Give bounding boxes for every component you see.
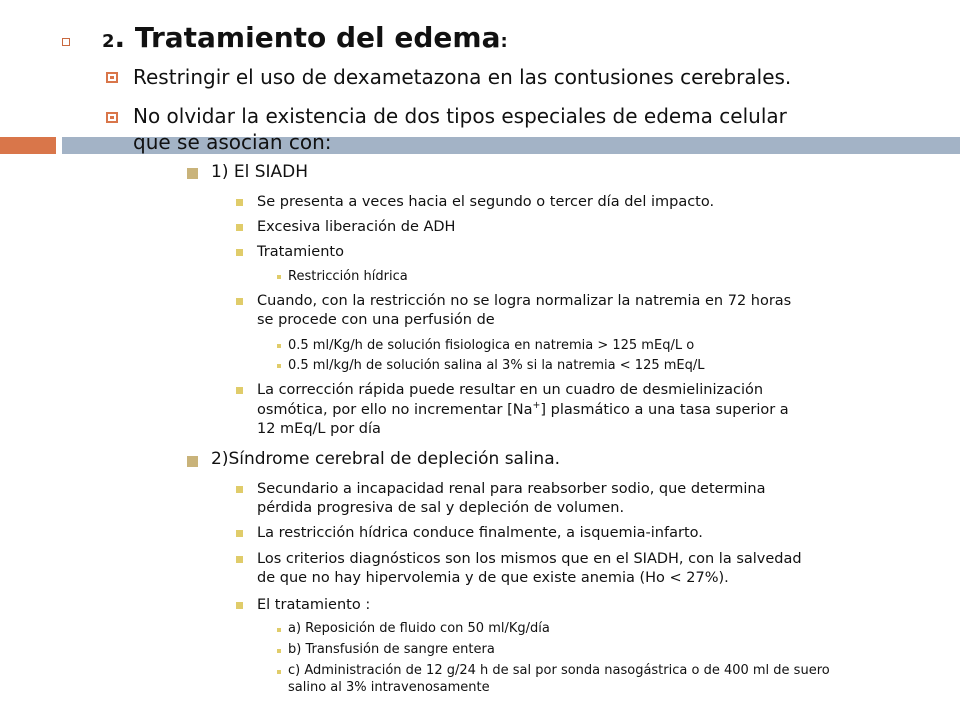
bullet-restringir: Restringir el uso de dexametazona en las contusiones cerebrales.: [133, 65, 792, 89]
accent-bar-orange: [0, 137, 56, 154]
square-bullet-icon: [236, 530, 243, 537]
siadh-correccion-line2: [257, 402, 789, 419]
siadh-correccion-line3: 12 mEq/L por día: [257, 421, 381, 437]
sindrome-heading: 2)Síndrome cerebral de depleción salina.: [211, 449, 561, 469]
square-bullet-icon: [187, 456, 198, 467]
sindrome-criterios-line1: Los criterios diagnósticos son los mismos que en el SIADH, con la salvedad: [257, 551, 802, 567]
sindrome-opcion-c-line2: salino al 3% intravenosamente: [288, 680, 490, 695]
title-colon: :: [500, 31, 508, 52]
square-bullet-icon: [106, 112, 118, 123]
square-bullet-icon: [187, 168, 198, 179]
siadh-item: Se presenta a veces hacia el segundo o tercer día del impacto.: [257, 194, 715, 210]
siadh-correccion-line1: La corrección rápida puede resultar en un cuadro de desmielinización: [257, 382, 764, 398]
square-bullet-icon: [236, 249, 243, 256]
square-bullet-icon: [106, 72, 118, 83]
title-text: Tratamiento del edema: [125, 21, 501, 54]
square-bullet-icon: [277, 649, 281, 653]
square-bullet-icon: [236, 199, 243, 206]
sindrome-opcion: a) Reposición de fluido con 50 ml/Kg/día: [288, 621, 550, 636]
square-bullet-icon: [236, 556, 243, 563]
title-dot: .: [114, 21, 126, 54]
correccion-text-b: ] plasmático a una tasa superior a: [540, 402, 789, 418]
sindrome-secundario-line2: pérdida progresiva de sal y depleción de volumen.: [257, 500, 625, 516]
square-bullet-icon: [277, 628, 281, 632]
siadh-cuando-line2: se procede con una perfusión de: [257, 312, 495, 328]
slide-title: [102, 22, 508, 54]
sindrome-restriccion: La restricción hídrica conduce finalmente, a isquemia-infarto.: [257, 525, 703, 541]
siadh-item: Tratamiento: [257, 244, 344, 260]
sindrome-secundario-line1: Secundario a incapacidad renal para reabsorber sodio, que determina: [257, 481, 766, 497]
title-square-bullet-icon: [62, 38, 70, 46]
square-bullet-icon: [277, 670, 281, 674]
square-bullet-icon: [236, 298, 243, 305]
siadh-tratamiento-sub: Restricción hídrica: [288, 269, 408, 284]
sindrome-opcion: b) Transfusión de sangre entera: [288, 642, 495, 657]
square-bullet-icon: [236, 486, 243, 493]
correccion-text-a: osmótica, por ello no incrementar [Na: [257, 402, 533, 418]
square-bullet-icon: [236, 224, 243, 231]
square-bullet-icon: [236, 387, 243, 394]
bullet-no-olvidar-line2: que se asocian con:: [133, 130, 332, 154]
title-number: 2: [102, 31, 115, 52]
sindrome-tratamiento: El tratamiento :: [257, 597, 371, 613]
siadh-perfusion: 0.5 ml/Kg/h de solución fisiologica en natremia > 125 mEq/L o: [288, 338, 695, 353]
siadh-perfusion: 0.5 ml/kg/h de solución salina al 3% si la natremia < 125 mEq/L: [288, 358, 705, 373]
square-bullet-icon: [277, 364, 281, 368]
siadh-item: Excesiva liberación de ADH: [257, 219, 456, 235]
bullet-no-olvidar-line1: No olvidar la existencia de dos tipos especiales de edema celular: [133, 104, 787, 128]
siadh-cuando-line1: Cuando, con la restricción no se logra normalizar la natremia en 72 horas: [257, 293, 792, 309]
square-bullet-icon: [236, 602, 243, 609]
square-bullet-icon: [277, 275, 281, 279]
sindrome-opcion: c) Administración de 12 g/24 h de sal por sonda nasogástrica o de 400 ml de suero: [288, 663, 830, 678]
correccion-superscript: +: [532, 400, 541, 412]
siadh-heading: 1) El SIADH: [211, 162, 309, 182]
sindrome-criterios-line2: de que no hay hipervolemia y de que existe anemia (Ho < 27%).: [257, 570, 729, 586]
square-bullet-icon: [277, 344, 281, 348]
